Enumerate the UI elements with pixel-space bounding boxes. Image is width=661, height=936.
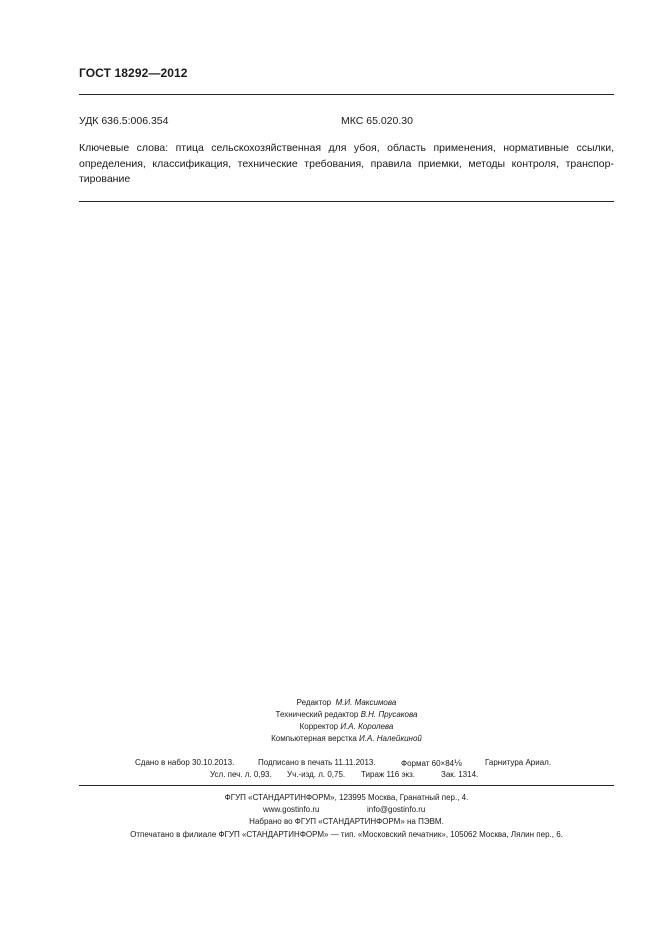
publisher-divider: [79, 785, 614, 786]
format-fraction: ⅛: [454, 758, 462, 768]
corrector-name: И.А. Королева: [340, 722, 394, 731]
printed-sheets: Усл. печ. л. 0,93.: [210, 770, 272, 779]
publisher-email: info@gostinfo.ru: [367, 805, 426, 814]
typeset-note: Набрано во ФГУП «СТАНДАРТИНФОРМ» на ПЭВМ.: [249, 817, 444, 826]
credit-tech-editor: [79, 710, 614, 719]
signed-date: Подписано в печать 11.11.2013.: [258, 758, 376, 767]
keywords-block: [79, 141, 614, 188]
tech-editor-label: Технический редактор: [275, 710, 359, 719]
corrector-label: Корректор: [299, 722, 339, 731]
publisher-website: www.gostinfo.ru: [263, 805, 320, 814]
circulation: Тираж 116 экз.: [361, 770, 416, 779]
submitted-date: Сдано в набор 30.10.2013.: [135, 758, 235, 767]
tech-editor-name: В.Н. Прусакова: [360, 710, 418, 719]
typeface: Гарнитура Ариал.: [485, 758, 552, 767]
top-divider: [79, 94, 614, 95]
udk-code: УДК 636.5:006.354: [79, 115, 169, 127]
editor-label: Редактор: [296, 698, 332, 707]
mks-code: МКС 65.020.30: [341, 115, 413, 127]
format-label: Формат 60×84: [401, 759, 455, 768]
credit-editor: [79, 698, 614, 707]
printed-at-note: Отпечатано в филиале ФГУП «СТАНДАРТИНФОРМ» — тип. «Московский печатник», 105062 Москва, Лялин пер., 6.: [130, 830, 563, 839]
keywords-line-2: определения, классификация, технические требования, правила приемки, методы контроля, транспор-: [79, 157, 614, 170]
edition-sheets: Уч.-изд. л. 0,75.: [287, 770, 346, 779]
keywords-divider: [79, 201, 614, 202]
credit-corrector: [79, 722, 614, 731]
keywords-line-1: Ключевые слова: птица сельскохозяйственная для убоя, область применения, нормативные ссылки,: [79, 142, 614, 154]
standard-number: ГОСТ 18292—2012: [79, 66, 188, 80]
paper-format: [401, 758, 462, 768]
publisher-address: ФГУП «СТАНДАРТИНФОРМ», 123995 Москва, Гранатный пер., 4.: [224, 793, 469, 802]
keywords-line-3: тирование: [79, 173, 131, 185]
layout-name: И.А. Налейкиной: [359, 734, 422, 743]
layout-label: Компьютерная верстка: [271, 734, 357, 743]
order-number: Зак. 1314.: [441, 770, 479, 779]
editor-name: М.И. Максимова: [335, 698, 397, 707]
credit-layout: [79, 734, 614, 743]
